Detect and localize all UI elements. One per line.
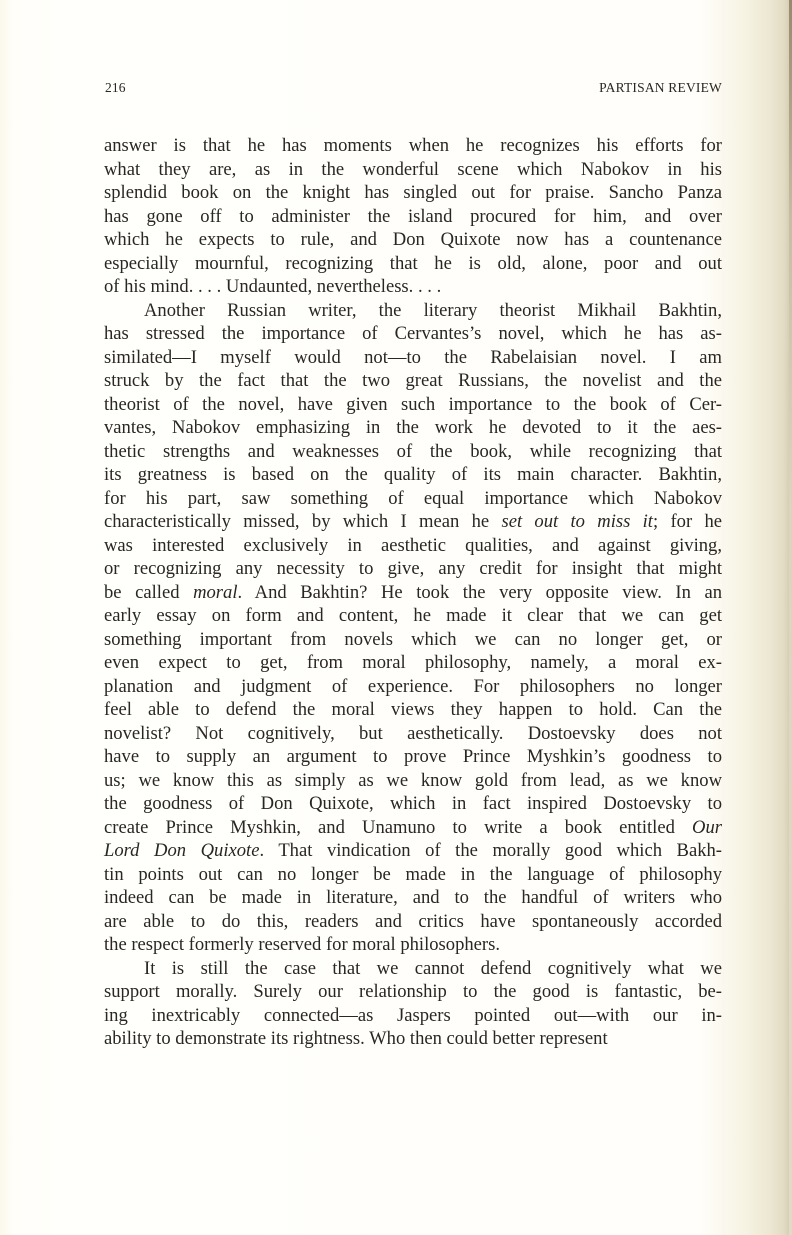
text-segment: characteristically missed, by which I mean he [104, 511, 502, 532]
text-line [104, 675, 722, 699]
text-segment: novelist? Not cognitively, but aesthetically. Dostoevsky does not [104, 722, 722, 744]
paragraph [104, 299, 722, 957]
text-segment: even expect to get, from moral philosophy, namely, a moral ex- [104, 652, 722, 673]
text-line [104, 722, 722, 746]
text-line [104, 1004, 722, 1028]
text-segment: be called [104, 581, 194, 603]
text-line [104, 792, 722, 816]
text-segment: the goodness of Don Quixote, which in fact inspired Dostoevsky to [104, 793, 722, 814]
text-line [104, 557, 722, 581]
text-line [104, 275, 722, 299]
text-segment: of his mind. . . . Undaunted, nevertheless. . . . [104, 276, 442, 297]
paragraph [104, 957, 722, 1051]
text-segment: support morally. Surely our relationship to the good is fantastic, be- [104, 981, 722, 1002]
text-segment: planation and judgment of experience. For philosophers no longer [104, 675, 722, 697]
text-line [104, 628, 722, 652]
text-line [104, 816, 722, 840]
text-segment: ; for he [652, 511, 722, 532]
italic-text: Our [692, 816, 722, 838]
text-line [104, 745, 722, 769]
text-segment: thetic strengths and weaknesses of the book, while recognizing that [104, 440, 722, 462]
text-line [104, 134, 722, 158]
text-line [104, 980, 722, 1004]
text-line [104, 933, 722, 957]
text-line [104, 346, 722, 370]
text-segment: ability to demonstrate its rightness. Who then could better represent [104, 1028, 608, 1049]
text-segment: its greatness is based on the quality of its main character. Bakhtin, [104, 464, 722, 485]
text-segment: the respect formerly reserved for moral philosophers. [104, 934, 501, 955]
text-line [104, 205, 722, 229]
text-line [104, 487, 722, 511]
text-segment: especially mournful, recognizing that he is old, alone, poor and out [104, 252, 722, 274]
body-text [104, 134, 722, 1051]
journal-title: PARTISAN REVIEW [599, 80, 722, 95]
text-segment: early essay on form and content, he made it clear that we can get [104, 605, 722, 626]
text-segment: theorist of the novel, have given such importance to the book of Cer- [104, 393, 722, 415]
italic-text: moral [193, 581, 238, 603]
text-segment: ing inextricably connected—as Jaspers pointed out—with our in- [104, 1004, 722, 1026]
text-line [104, 440, 722, 464]
text-line [104, 393, 722, 417]
text-line [104, 886, 722, 910]
text-line [104, 651, 722, 675]
text-segment: has stressed the importance of Cervantes’s novel, which he has as- [104, 323, 722, 344]
text-segment: for his part, saw something of equal importance which Nabokov [104, 487, 722, 509]
text-segment: what they are, as in the wonderful scene which Nabokov in his [104, 158, 722, 180]
text-segment: have to supply an argument to prove Prince Myshkin’s goodness to [104, 746, 722, 767]
text-segment: splendid book on the knight has singled out for praise. Sancho Panza [104, 182, 722, 203]
text-segment: It is still the case that we cannot defend cognitively what we [144, 957, 722, 979]
text-segment: us; we know this as simply as we know gold from lead, as we know [104, 769, 722, 791]
text-segment: indeed can be made in literature, and to the handful of writers who [104, 887, 722, 908]
text-segment: something important from novels which we can no longer get, or [104, 628, 722, 650]
text-segment: are able to do this, readers and critics have spontaneously accorded [104, 910, 722, 932]
text-segment: tin points out can no longer be made in the language of philosophy [104, 863, 722, 885]
text-line [104, 957, 722, 981]
italic-text: Lord Don Quixote [104, 840, 260, 861]
paragraph [104, 134, 722, 299]
italic-text: set out to miss it [501, 511, 653, 532]
text-segment: or recognizing any necessity to give, any credit for insight that might [104, 558, 722, 579]
text-line [104, 158, 722, 182]
text-segment: was interested exclusively in aesthetic qualities, and against giving, [104, 534, 722, 556]
text-segment: feel able to defend the moral views they happen to hold. Can the [104, 699, 722, 720]
text-segment: . That vindication of the morally good which Bakh- [259, 840, 722, 861]
text-line [104, 581, 722, 605]
text-line [104, 839, 722, 863]
text-segment: struck by the fact that the two great Russians, the novelist and the [104, 370, 722, 391]
text-line [104, 181, 722, 205]
text-line [104, 510, 722, 534]
text-segment: Another Russian writer, the literary theorist Mikhail Bakhtin, [144, 299, 722, 321]
text-line [104, 769, 722, 793]
page-number: 216 [105, 80, 126, 95]
text-segment: vantes, Nabokov emphasizing in the work he devoted to it the aes- [104, 417, 722, 438]
text-line [104, 228, 722, 252]
text-line [104, 299, 722, 323]
text-segment: answer is that he has moments when he recognizes his efforts for [104, 135, 722, 156]
text-line [104, 1027, 722, 1051]
text-line [104, 604, 722, 628]
text-segment: has gone off to administer the island procured for him, and over [104, 205, 722, 227]
text-line [104, 698, 722, 722]
text-line [104, 369, 722, 393]
text-segment: which he expects to rule, and Don Quixote now has a countenance [104, 229, 722, 250]
text-line [104, 534, 722, 558]
text-line [104, 463, 722, 487]
text-line [104, 416, 722, 440]
text-segment: create Prince Myshkin, and Unamuno to write a book entitled [104, 816, 693, 838]
text-line [104, 322, 722, 346]
text-line [104, 863, 722, 887]
text-line [104, 252, 722, 276]
text-line [104, 910, 722, 934]
running-head [105, 80, 722, 100]
text-segment: similated—I myself would not—to the Rabelaisian novel. I am [104, 346, 722, 368]
text-segment: . And Bakhtin? He took the very opposite view. In an [237, 581, 722, 603]
